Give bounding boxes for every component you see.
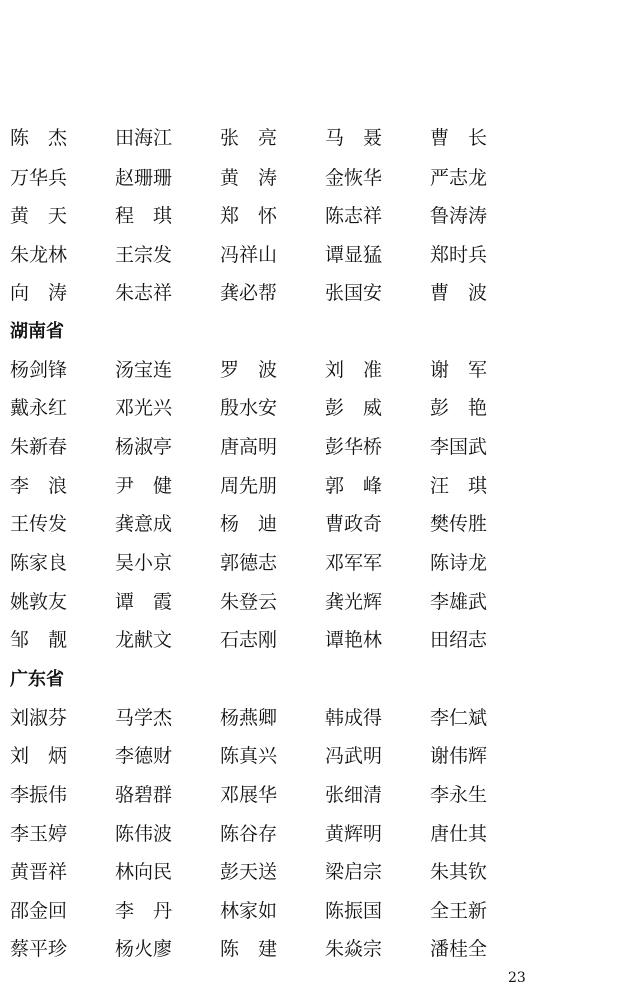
person-name: 陈真兴 xyxy=(220,745,278,767)
person-name: 向 涛 xyxy=(10,282,68,304)
person-name: 金恢华 xyxy=(325,167,383,189)
person-name: 朱新春 xyxy=(10,436,68,458)
person-name: 朱其钦 xyxy=(430,861,488,883)
person-name: 邓军军 xyxy=(325,552,383,574)
person-name: 黄 涛 xyxy=(220,167,278,189)
name-row xyxy=(10,432,535,462)
person-name: 林家如 xyxy=(220,900,278,922)
section-heading: 广东省 xyxy=(10,669,64,690)
name-row xyxy=(10,819,535,849)
person-name: 陈诗龙 xyxy=(430,552,488,574)
person-name: 田绍志 xyxy=(430,629,488,651)
person-name: 朱焱宗 xyxy=(325,938,383,960)
person-name: 汪 琪 xyxy=(430,475,488,497)
name-row xyxy=(10,471,535,501)
person-name: 张国安 xyxy=(325,282,383,304)
person-name: 曹 波 xyxy=(430,282,488,304)
person-name: 程 琪 xyxy=(115,205,173,227)
name-row xyxy=(10,548,535,578)
person-name: 邹 靓 xyxy=(10,629,68,651)
person-name: 樊传胜 xyxy=(430,513,488,535)
person-name: 刘淑芬 xyxy=(10,707,68,729)
person-name: 唐高明 xyxy=(220,436,278,458)
page-number: 23 xyxy=(508,970,526,986)
person-name: 张细清 xyxy=(325,784,383,806)
person-name: 郑时兵 xyxy=(430,244,488,266)
person-name: 杨淑亭 xyxy=(115,436,173,458)
person-name: 彭华桥 xyxy=(325,436,383,458)
person-name: 罗 波 xyxy=(220,359,278,381)
person-name: 王宗发 xyxy=(115,244,173,266)
person-name: 曹政奇 xyxy=(325,513,383,535)
person-name: 冯武明 xyxy=(325,745,383,767)
person-name: 鲁涛涛 xyxy=(430,205,488,227)
name-row xyxy=(10,393,535,423)
person-name: 李德财 xyxy=(115,745,173,767)
person-name: 杨火廖 xyxy=(115,938,173,960)
person-name: 李国武 xyxy=(430,436,488,458)
person-name: 冯祥山 xyxy=(220,244,278,266)
person-name: 杨 迪 xyxy=(220,513,278,535)
person-name: 王传发 xyxy=(10,513,68,535)
person-name: 蔡平珍 xyxy=(10,938,68,960)
person-name: 唐仕其 xyxy=(430,823,488,845)
person-name: 陈振国 xyxy=(325,900,383,922)
person-name: 赵珊珊 xyxy=(115,167,173,189)
person-name: 朱志祥 xyxy=(115,282,173,304)
person-name: 杨燕卿 xyxy=(220,707,278,729)
person-name: 陈谷存 xyxy=(220,823,278,845)
person-name: 陈 建 xyxy=(220,938,278,960)
name-row xyxy=(10,625,535,655)
name-row xyxy=(10,587,535,617)
person-name: 李振伟 xyxy=(10,784,68,806)
person-name: 郭德志 xyxy=(220,552,278,574)
name-row xyxy=(10,278,535,308)
person-name: 谢伟辉 xyxy=(430,745,488,767)
person-name: 谭显猛 xyxy=(325,244,383,266)
person-name: 潘桂全 xyxy=(430,938,488,960)
person-name: 朱龙林 xyxy=(10,244,68,266)
person-name: 黄 天 xyxy=(10,205,68,227)
person-name: 彭 威 xyxy=(325,397,383,419)
person-name: 严志龙 xyxy=(430,167,488,189)
name-row xyxy=(10,703,535,733)
person-name: 殷水安 xyxy=(220,397,278,419)
person-name: 龚光辉 xyxy=(325,591,383,613)
person-name: 曹 长 xyxy=(430,127,488,149)
person-name: 李 浪 xyxy=(10,475,68,497)
person-name: 骆碧群 xyxy=(115,784,173,806)
person-name: 梁启宗 xyxy=(325,861,383,883)
person-name: 邓展华 xyxy=(220,784,278,806)
person-name: 郭 峰 xyxy=(325,475,383,497)
person-name: 黄晋祥 xyxy=(10,861,68,883)
person-name: 邵金回 xyxy=(10,900,68,922)
person-name: 谭艳林 xyxy=(325,629,383,651)
person-name: 吴小京 xyxy=(115,552,173,574)
person-name: 汤宝连 xyxy=(115,359,173,381)
person-name: 龚意成 xyxy=(115,513,173,535)
person-name: 刘 炳 xyxy=(10,745,68,767)
name-row xyxy=(10,355,535,385)
person-name: 石志刚 xyxy=(220,629,278,651)
name-row xyxy=(10,934,535,964)
person-name: 林向民 xyxy=(115,861,173,883)
person-name: 李玉婷 xyxy=(10,823,68,845)
person-name: 李永生 xyxy=(430,784,488,806)
person-name: 杨剑锋 xyxy=(10,359,68,381)
name-row xyxy=(10,509,535,539)
person-name: 李 丹 xyxy=(115,900,173,922)
person-name: 马 聂 xyxy=(325,127,383,149)
person-name: 韩成得 xyxy=(325,707,383,729)
person-name: 彭天送 xyxy=(220,861,278,883)
name-row xyxy=(10,240,535,270)
name-row xyxy=(10,780,535,810)
person-name: 陈 杰 xyxy=(10,127,68,149)
person-name: 彭 艳 xyxy=(430,397,488,419)
section-heading: 湖南省 xyxy=(10,321,64,342)
person-name: 龙献文 xyxy=(115,629,173,651)
person-name: 陈伟波 xyxy=(115,823,173,845)
name-row xyxy=(10,123,535,153)
person-name: 谭 霞 xyxy=(115,591,173,613)
person-name: 马学杰 xyxy=(115,707,173,729)
person-name: 龚必帮 xyxy=(220,282,278,304)
person-name: 全王新 xyxy=(430,900,488,922)
person-name: 李仁斌 xyxy=(430,707,488,729)
person-name: 尹 健 xyxy=(115,475,173,497)
person-name: 郑 怀 xyxy=(220,205,278,227)
person-name: 陈志祥 xyxy=(325,205,383,227)
person-name: 周先朋 xyxy=(220,475,278,497)
person-name: 刘 准 xyxy=(325,359,383,381)
person-name: 姚敦友 xyxy=(10,591,68,613)
person-name: 朱登云 xyxy=(220,591,278,613)
name-row xyxy=(10,857,535,887)
person-name: 田海江 xyxy=(115,127,173,149)
person-name: 陈家良 xyxy=(10,552,68,574)
name-row xyxy=(10,201,535,231)
person-name: 谢 军 xyxy=(430,359,488,381)
name-row xyxy=(10,896,535,926)
person-name: 邓光兴 xyxy=(115,397,173,419)
person-name: 万华兵 xyxy=(10,167,68,189)
person-name: 李雄武 xyxy=(430,591,488,613)
name-row xyxy=(10,741,535,771)
person-name: 张 亮 xyxy=(220,127,278,149)
name-row xyxy=(10,163,535,193)
person-name: 戴永红 xyxy=(10,397,68,419)
person-name: 黄辉明 xyxy=(325,823,383,845)
